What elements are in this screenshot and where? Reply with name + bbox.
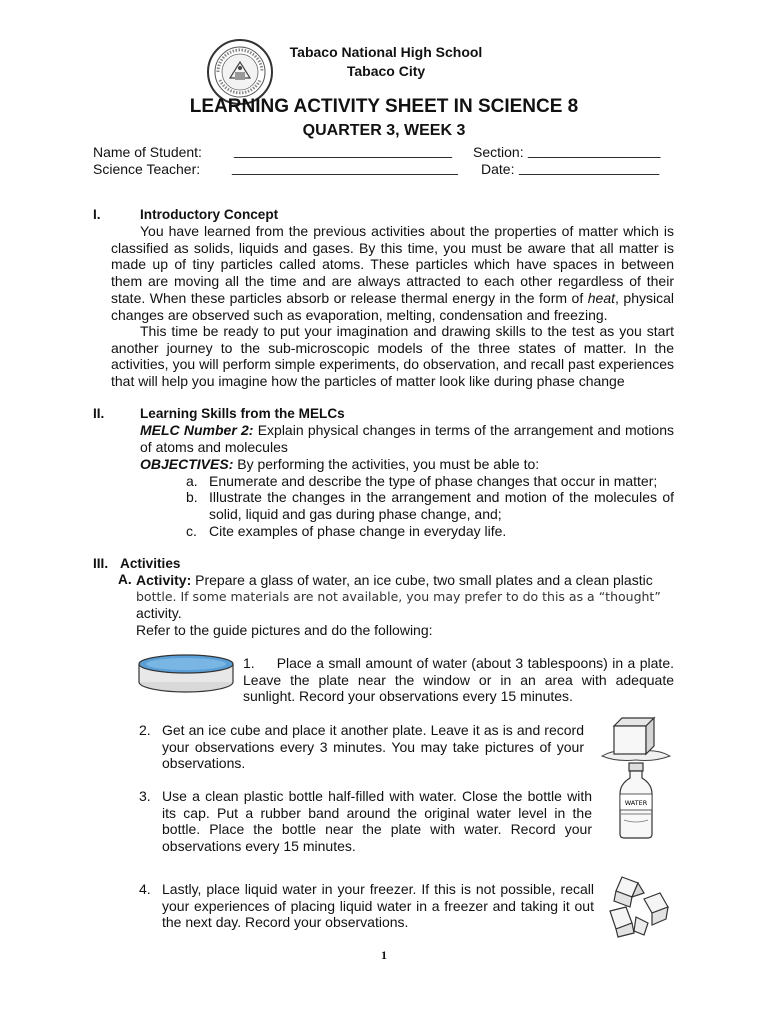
melc-statement: MELC Number 2: Explain physical changes in terms of the arrangement and motions of atoms and molecules xyxy=(140,422,674,455)
objective-b: Illustrate the changes in the arrangement and motion of the molecules of solid, liquid and gas during phase change, and; xyxy=(209,489,674,522)
date-label: Date: xyxy=(481,161,515,177)
sheet-subtitle: QUARTER 3, WEEK 3 xyxy=(302,122,466,139)
objectives-intro: OBJECTIVES: By performing the activities, you must be able to: xyxy=(140,456,540,472)
activity-a-line-2: bottle. If some materials are not available, you may prefer to do this as a “thought” xyxy=(136,589,661,604)
section-heading-skills: Learning Skills from the MELCs xyxy=(140,406,345,421)
bottle-label: WATER xyxy=(624,799,648,807)
ice-cube-icon xyxy=(598,712,674,762)
step-1: 1. Place a small amount of water (about 3 tablespoons) in a plate. Leave the plate near the window or in an area with adequate sunlight. Record your observations every 15 minutes. xyxy=(243,655,674,705)
activity-a-line-1: Activity: Prepare a glass of water, an ice cube, two small plates and a clean plastic xyxy=(136,572,653,588)
objective-letter-b: b. xyxy=(186,489,198,505)
step-2: Get an ice cube and place it another plate. Leave it as is and record your observations every 3 minutes. You may take pictures of your observations. xyxy=(162,722,584,772)
student-name-field[interactable]: ____________________________ xyxy=(234,142,453,158)
page-number: 1 xyxy=(381,948,387,962)
school-name: Tabaco National High School xyxy=(289,44,483,60)
objective-letter-a: a. xyxy=(186,473,198,489)
section-heading-activities: Activities xyxy=(120,556,181,571)
objective-a: Enumerate and describe the type of phase changes that occur in matter; xyxy=(209,473,658,489)
objective-c: Cite examples of phase change in everyday life. xyxy=(209,523,507,539)
intro-paragraph-1: You have learned from the previous activities about the properties of matter which is classified as solids, liquids and gases. By this time, you must be aware that all matter is made up of tiny particles called atoms. These particles which have spaces in between them are moving all the time and are always attracted to each other regardless of their state. When these particles absorb or release thermal energy in the form of heat, physical changes are observed such as evaporation, melting, condensation and freezing. xyxy=(111,223,675,323)
section-label: Section: xyxy=(473,144,524,160)
step-3: Use a clean plastic bottle half-filled with water. Close the bottle with its cap. Put a rubber band around the original water level in the bottle. Place the bottle near the plate with water. Record your observations every 15 minutes. xyxy=(162,788,592,855)
objective-letter-c: c. xyxy=(186,523,197,539)
refer-instruction: Refer to the guide pictures and do the following: xyxy=(136,622,433,638)
step-2-number: 2. xyxy=(139,722,151,738)
water-plate-icon xyxy=(136,652,236,694)
teacher-field[interactable]: _____________________________ xyxy=(232,159,458,175)
section-heading-intro: Introductory Concept xyxy=(140,207,279,222)
section-numeral-ii: II. xyxy=(93,406,105,421)
date-field[interactable]: __________________ xyxy=(519,159,660,175)
teacher-label: Science Teacher: xyxy=(93,161,201,177)
student-label: Name of Student: xyxy=(93,144,202,160)
school-header xyxy=(276,43,496,81)
school-city: Tabaco City xyxy=(346,63,426,79)
activity-a-line-3: activity. xyxy=(136,605,182,621)
step-3-number: 3. xyxy=(139,788,151,804)
ice-cubes-icon xyxy=(600,873,676,939)
section-numeral-iii: III. xyxy=(93,556,109,571)
sheet-title: LEARNING ACTIVITY SHEET IN SCIENCE 8 xyxy=(189,96,579,117)
step-4: Lastly, place liquid water in your freezer. If this is not possible, recall your experiences of placing liquid water in a freezer and taking it out the next day. Record your observations. xyxy=(162,881,594,931)
step-4-number: 4. xyxy=(139,881,151,897)
activity-letter-a: A. xyxy=(118,572,132,587)
section-field[interactable]: _________________ xyxy=(528,142,661,158)
water-bottle-icon xyxy=(614,762,658,840)
intro-paragraph-2: This time be ready to put your imagination and drawing skills to the test as you start another journey to the sub-microscopic models of the three states of matter. In the activities, you will perform simple experiments, do observation, and recall past experiences that will help you imagine how the particles of matter look like during phase change xyxy=(111,323,674,390)
section-numeral-i: I. xyxy=(93,207,101,222)
